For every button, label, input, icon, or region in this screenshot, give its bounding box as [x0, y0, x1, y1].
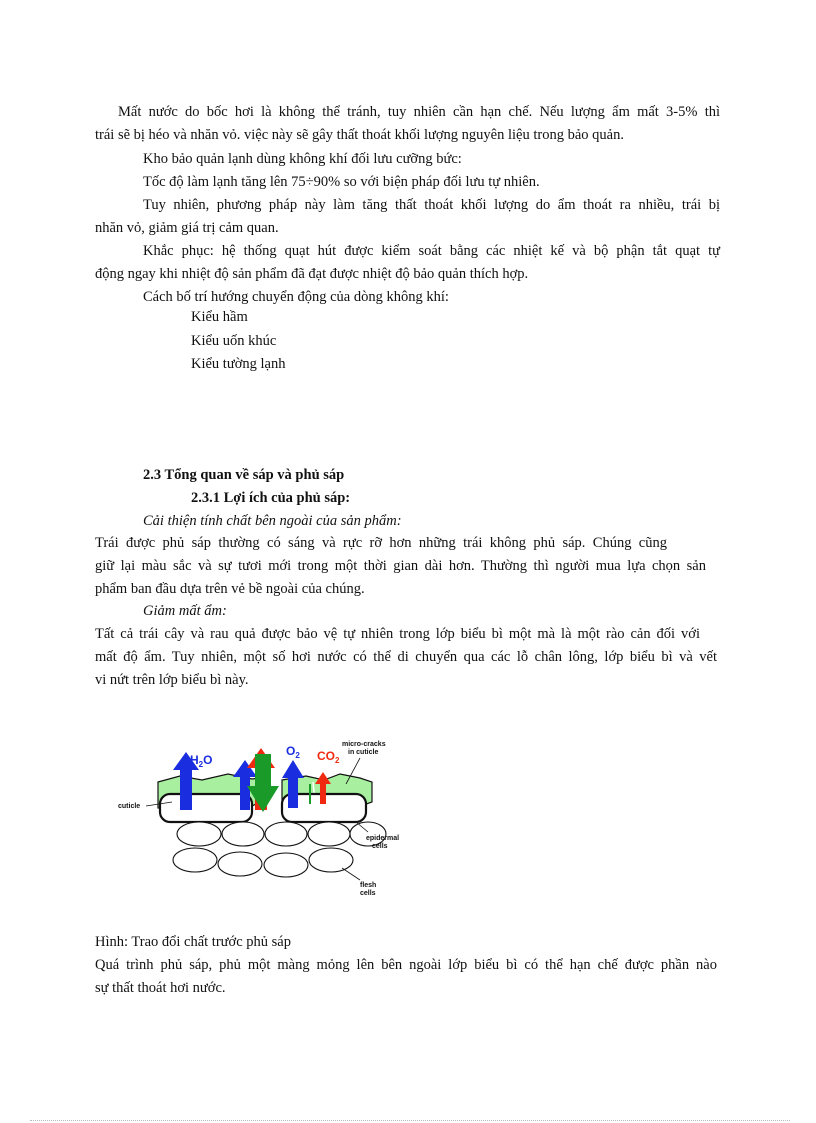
micro-cracks-label-line2: in cuticle	[348, 749, 379, 756]
benefit-appearance-line2: giữ lại màu sắc và sự tươi mới trong một thời gian dài hơn. Thường thì người mua lựa chọn sản	[95, 558, 706, 574]
closing-line1: Quá trình phủ sáp, phủ một màng mỏng lên bên ngoài lớp biểu bì có thể hạn chế được phần nào	[95, 957, 717, 973]
paragraph-evaporation-line1: Mất nước do bốc hơi là không thể tránh, tuy nhiên cần hạn chế. Nếu lượng ẩm mất 3-5% thì	[118, 104, 720, 120]
benefit-appearance-line3: phẩm ban đầu dựa trên vẻ bề ngoài của chúng.	[95, 581, 365, 597]
epidermal-cell	[265, 822, 307, 846]
micro-cracks-label: micro-cracks	[342, 741, 386, 748]
o2-label	[286, 744, 300, 760]
epidermal-cells-label-line2: cells	[372, 843, 388, 850]
cuticle-gas-exchange-figure	[110, 722, 430, 912]
h2o-label-sub: 2	[198, 760, 204, 769]
paragraph-however-line2: nhăn vỏ, giảm giá trị cảm quan.	[95, 220, 279, 236]
cuticle-label: cuticle	[118, 803, 141, 810]
subsection-heading: 2.3.1 Lợi ích của phủ sáp:	[191, 490, 351, 506]
epidermal-cell	[177, 822, 221, 846]
benefit-moisture-line2: mất độ ẩm. Tuy nhiên, một số hơi nước có thể di chuyển qua các lỗ chân lông, lớp biểu bì và vết	[95, 649, 717, 665]
h2o-label-o: O	[203, 753, 213, 767]
leader-line	[342, 868, 360, 880]
epidermal-cells-label: epidermal	[366, 835, 400, 842]
flesh-cell	[218, 852, 262, 876]
epidermal-cell	[222, 822, 264, 846]
paragraph-forced-air: Kho bảo quản lạnh dùng không khí đối lưu cưỡng bức:	[143, 151, 462, 167]
paragraph-evaporation-line2: trái sẽ bị héo và nhăn vỏ. việc này sẽ gây thất thoát khối lượng nguyên liệu trong bảo quản.	[95, 127, 624, 143]
paragraph-remedy-line2: động ngay khi nhiệt độ sản phẩm đã đạt được nhiệt độ bảo quản thích hợp.	[95, 266, 529, 282]
section-heading: 2.3 Tổng quan về sáp và phủ sáp	[143, 467, 345, 483]
o2-label-o: O	[286, 744, 296, 758]
list-item: Kiểu tường lạnh	[191, 356, 286, 372]
o2-label-sub: 2	[295, 751, 300, 760]
flesh-cells-label-line2: cells	[360, 890, 376, 897]
flesh-cells-label: flesh	[360, 882, 377, 889]
benefit-title-appearance: Cải thiện tính chất bên ngoài của sản phẩm:	[143, 513, 402, 529]
benefit-moisture-line1: Tất cả trái cây và rau quả được bảo vệ tự nhiên trong lớp biểu bì một mà là một rào cản đối với	[95, 626, 700, 642]
list-item: Kiểu hầm	[191, 309, 248, 325]
list-item: Kiểu uốn khúc	[191, 333, 277, 349]
flesh-cell	[264, 853, 308, 877]
paragraph-however-line1: Tuy nhiên, phương pháp này làm tăng thất thoát khối lượng do ẩm thoát ra nhiều, trái bị	[143, 197, 720, 213]
figure-svg	[110, 722, 430, 912]
h2o-label	[190, 753, 212, 769]
closing-line2: sự thất thoát hơi nước.	[95, 980, 226, 996]
paragraph-remedy-line1: Khắc phục: hệ thống quạt hút được kiểm soát bằng các nhiệt kế và bộ phận tắt quạt tự	[143, 243, 720, 259]
benefit-appearance-line1: Trái được phủ sáp thường có sáng và rực rỡ hơn những trái không phủ sáp. Chúng cũng	[95, 535, 667, 551]
benefit-title-moisture: Giảm mất ẩm:	[143, 603, 227, 619]
benefit-moisture-line3: vi nứt trên lớp biểu bì này.	[95, 672, 249, 688]
co2-label-sub: 2	[335, 756, 340, 765]
page-bottom-divider	[30, 1120, 790, 1121]
epidermal-cell	[160, 794, 252, 822]
paragraph-cooling-rate: Tốc độ làm lạnh tăng lên 75÷90% so với biện pháp đối lưu tự nhiên.	[143, 174, 540, 190]
figure-caption: Hình: Trao đổi chất trước phủ sáp	[95, 934, 291, 950]
epidermal-cell	[308, 822, 350, 846]
h2o-label-h: H	[190, 753, 199, 767]
co2-label	[317, 749, 340, 765]
paragraph-airflow-layout: Cách bố trí hướng chuyển động của dòng không khí:	[143, 289, 449, 305]
flesh-cell	[173, 848, 217, 872]
flesh-cell	[309, 848, 353, 872]
co2-label-co: CO	[317, 749, 335, 763]
